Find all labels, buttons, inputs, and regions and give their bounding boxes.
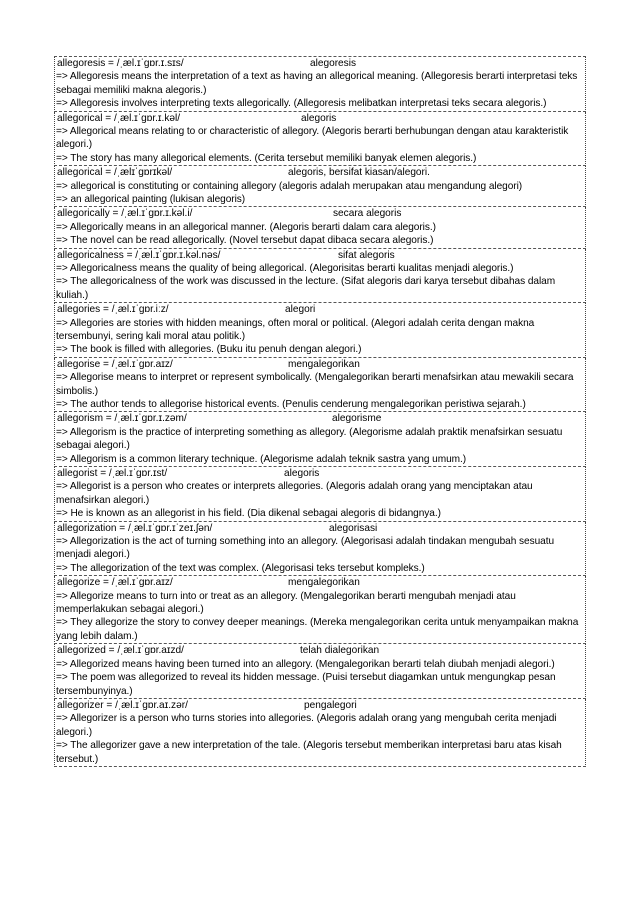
entry-header: [56, 522, 584, 535]
example-line: => Allegorism is the practice of interpreting something as allegory. (Alegorisme adalah praktik menafsirkan sesuatu sebagai alegori.): [56, 426, 563, 452]
glossary-entry: [54, 644, 586, 699]
entry-translation: alegoresis: [310, 58, 357, 69]
entry-headword: allegories = /ˌæl.ɪˈɡɒr.iːz/: [57, 304, 169, 316]
example-line: => Allegorise means to interpret or represent symbolically. (Mengalegorikan berarti menafsirkan atau mewakili secara simbolis.): [56, 372, 574, 397]
entry-header: [56, 57, 584, 70]
example-line: => The book is filled with allegories. (Buku itu penuh dengan alegori.): [56, 344, 362, 356]
entry-headword: allegoricalness = /ˌæl.ɪˈɡɒr.ɪ.kəl.nəs/: [57, 249, 221, 261]
glossary-entry: [54, 207, 586, 248]
entry-header: [56, 467, 584, 480]
glossary-entry: [54, 249, 586, 304]
example-line: => allegorical is constituting or containing allegory (alegoris adalah merupakan atau mengandung alegori): [56, 180, 523, 192]
entry-header: [56, 166, 584, 179]
entry-translation: alegoris, bersifat kiasan/alegori.: [288, 167, 430, 179]
entry-translation: sifat alegoris: [338, 249, 395, 261]
example-line: => The story has many allegorical elements. (Cerita tersebut memiliki banyak elemen alegoris.): [56, 152, 477, 164]
glossary-entry: [54, 522, 586, 577]
entry-translation: pengalegori: [304, 699, 357, 711]
example-line: => The allegorization of the text was complex. (Alegorisasi teks tersebut kompleks.): [56, 562, 425, 574]
entry-header: [56, 412, 584, 425]
example-line: => The author tends to allegorise historical events. (Penulis cenderung mengalegorikan peristiwa sejarah.): [56, 399, 526, 411]
entry-headword: allegorized = /ˌæl.ɪˈɡɒr.aɪzd/: [57, 645, 184, 657]
entry-translation: alegoris: [301, 112, 337, 124]
example-line: => Allegoricalness means the quality of being allegorical. (Alegorisitas berarti kualitas menjadi alegoris.): [56, 263, 514, 275]
example-line: => Allegories are stories with hidden meanings, often moral or political. (Alegori adalah cerita dengan makna tersembunyi, sering kali moral atau politik.): [56, 317, 535, 343]
glossary-entry: [54, 166, 586, 207]
example-line: => They allegorize the story to convey deeper meanings. (Mereka mengalegorikan cerita untuk menyampaikan makna yang lebih dalam.): [56, 617, 579, 642]
entry-translation: mengalegorikan: [288, 577, 360, 589]
glossary-entry: [54, 57, 586, 112]
entry-header: [56, 358, 584, 371]
example-line: => The novel can be read allegorically. (Novel tersebut dapat dibaca secara alegoris.): [56, 235, 434, 247]
entry-translation: telah dialegorikan: [300, 645, 380, 657]
entry-translation: alegoris: [284, 468, 320, 480]
entry-headword: allegorism = /ˌæl.ɪˈɡɒr.ɪ.zəm/: [57, 413, 187, 425]
entry-header: [56, 207, 584, 220]
entry-translation: mengalegorikan: [288, 358, 360, 370]
example-line: => He is known as an allegorist in his field. (Dia dikenal sebagai alegoris di bidangnya.): [56, 508, 441, 520]
entry-headword: allegorist = /ˌæl.ɪˈɡɒr.ɪst/: [57, 468, 168, 480]
entry-headword: allegorizer = /ˌæl.ɪˈɡɒr.aɪ.zər/: [57, 699, 188, 711]
glossary-entry: [54, 358, 586, 413]
entry-headword: allegorically = /ˌæl.ɪˈɡɒr.ɪ.kəl.i/: [57, 208, 193, 220]
entry-header: [56, 303, 584, 316]
glossary-entry: [54, 467, 586, 522]
example-line: => Allegorically means in an allegorical manner. (Alegoris berarti dalam cara alegoris.): [56, 221, 436, 233]
example-line: => Allegorism is a common literary technique. (Alegorisme adalah teknik sastra yang umum.): [56, 453, 467, 465]
entry-headword: allegorical = /ˌæl.ɪˈɡɒr.ɪ.kəl/: [57, 112, 181, 124]
entry-header: [56, 249, 584, 262]
entry-header: [56, 644, 584, 657]
example-line: => The allegorizer gave a new interpretation of the tale. (Alegoris tersebut memberikan interpretasi baru atas kisah tersebut.): [56, 740, 562, 765]
entry-header: [56, 576, 584, 589]
example-line: => Allegoresis involves interpreting texts allegorically. (Allegoresis melibatkan interpretasi teks secara alegoris.): [56, 98, 547, 110]
glossary-entry: [54, 699, 586, 767]
example-line: => Allegorical means relating to or characteristic of allegory. (Alegoris berarti berhubungan dengan atau karakteristik alegori.): [56, 126, 569, 151]
entry-headword: allegoresis = /ˌæl.ɪˈɡɒr.ɪ.sɪs/: [57, 58, 184, 69]
example-line: => Allegorist is a person who creates or interprets allegories. (Alegoris adalah orang yang menciptakan atau menafsirkan alegori.): [56, 481, 533, 506]
example-line: => Allegoresis means the interpretation of a text as having an allegorical meaning. (Allegoresis berarti interpretasi teks sebagai memiliki makna alegoris.): [56, 71, 578, 96]
example-line: => Allegorize means to turn into or treat as an allegory. (Mengalegorikan berarti mengubah menjadi atau memperlakukan sebagai alegori.): [56, 590, 516, 616]
example-line: => an allegorical painting (lukisan alegoris): [56, 194, 246, 206]
entry-headword: allegorical = /ˌælɪˈɡɒrɪkəl/: [57, 167, 173, 179]
entry-translation: alegorisme: [332, 413, 382, 425]
example-line: => The allegoricalness of the work was discussed in the lecture. (Sifat alegoris dari karya tersebut dibahas dalam kuliah.): [56, 276, 556, 301]
glossary-entry: [54, 112, 586, 167]
example-line: => Allegorization is the act of turning something into an allegory. (Alegorisasi adalah tindakan mengubah sesuatu menjadi alegori.): [56, 536, 555, 561]
entry-headword: allegorise = /ˌæl.ɪˈɡɒr.aɪz/: [57, 358, 173, 370]
entry-translation: secara alegoris: [333, 208, 402, 220]
entry-headword: allegorization = /ˌæl.ɪˈɡɒr.ɪˈzeɪ.ʃən/: [57, 522, 213, 534]
entry-header: [56, 112, 584, 125]
glossary-list: [54, 56, 586, 767]
example-line: => Allegorized means having been turned into an allegory. (Mengalegorikan berarti telah diubah menjadi alegori.): [56, 658, 555, 670]
entry-headword: allegorize = /ˌæl.ɪˈɡɒr.aɪz/: [57, 577, 173, 589]
glossary-entry: [54, 576, 586, 644]
entry-translation: alegorisasi: [329, 522, 378, 534]
glossary-entry: [54, 412, 586, 467]
example-line: => The poem was allegorized to reveal its hidden message. (Puisi tersebut diagamkan untuk mengungkap pesan tersembunyinya.): [56, 672, 556, 697]
entry-translation: alegori: [285, 304, 316, 316]
example-line: => Allegorizer is a person who turns stories into allegories. (Alegoris adalah orang yang mengubah cerita menjadi alegori.): [56, 713, 557, 738]
glossary-entry: [54, 303, 586, 358]
entry-header: [56, 699, 584, 712]
